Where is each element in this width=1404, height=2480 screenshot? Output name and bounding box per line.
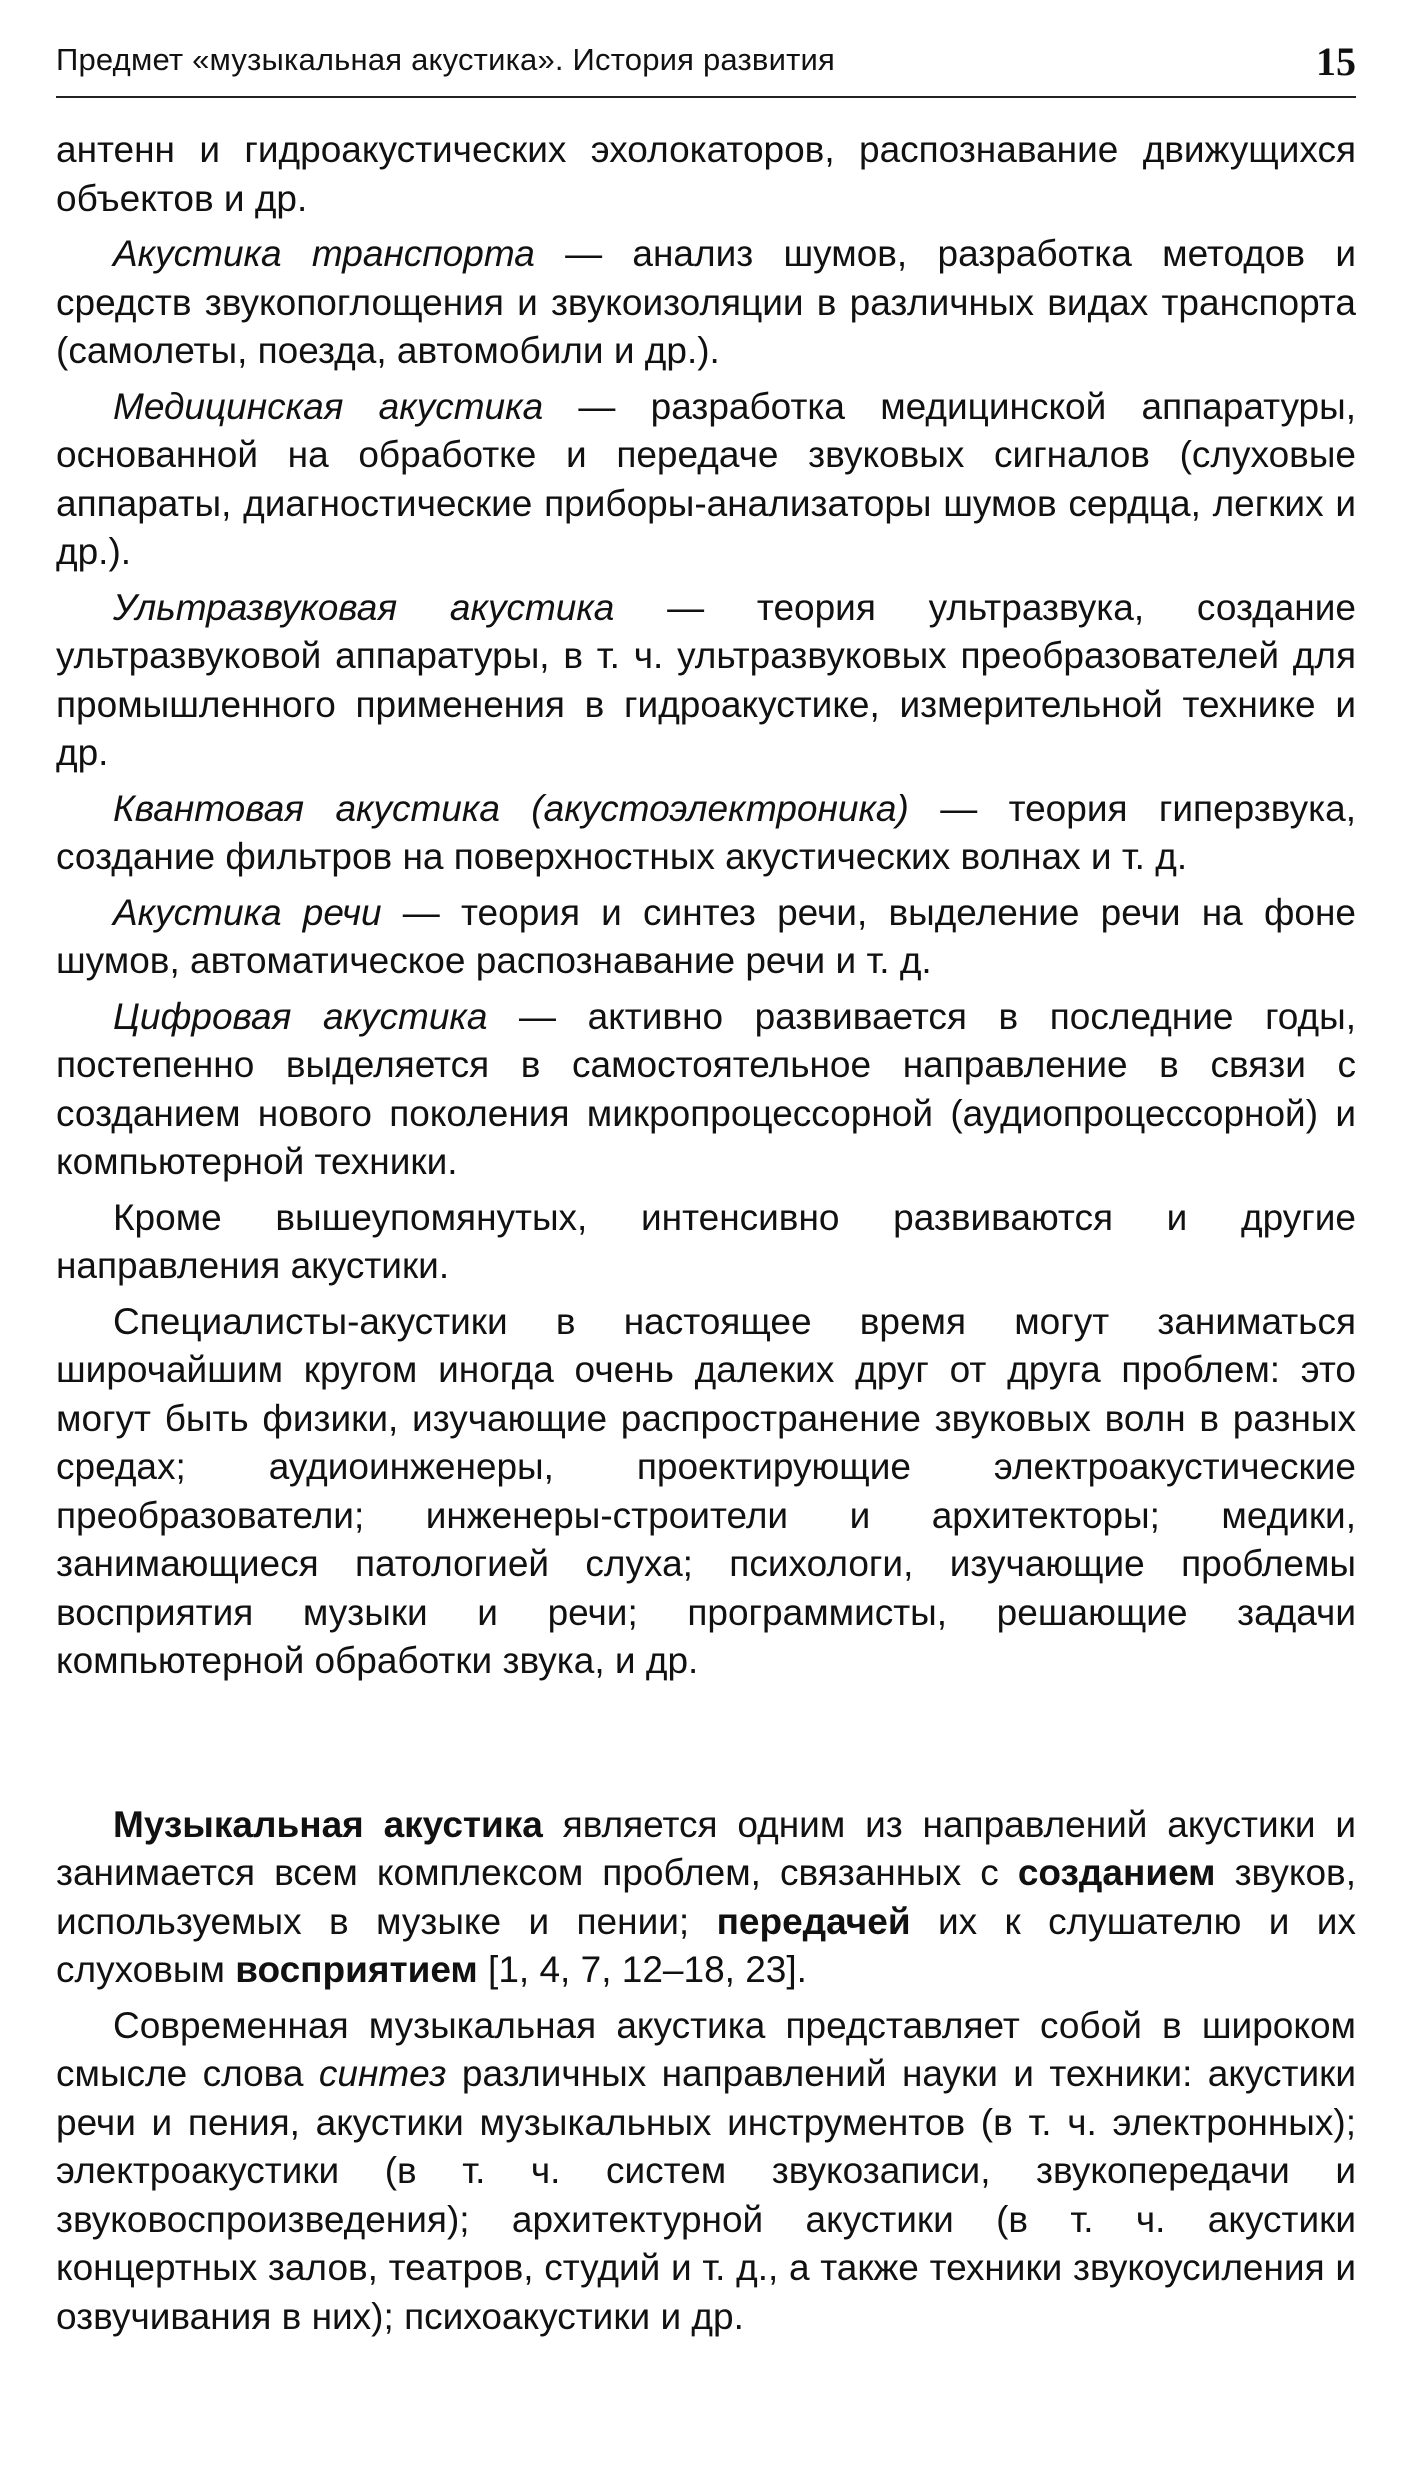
paragraph-specialists — [56, 1298, 1356, 1686]
page-number: 15 — [1316, 39, 1356, 84]
body-text — [56, 126, 1356, 2341]
term-creation: созданием — [1017, 1852, 1216, 1893]
paragraph-text: — анализ шумов, разработка методов и средств звукопоглощения и звукоизоляции в различных видах транспорта (самолеты, поезда, автомобили и др.). — [56, 233, 1357, 371]
paragraph-digital-acoustics — [56, 993, 1356, 1187]
term-transmission: передачей — [716, 1900, 911, 1942]
paragraph-text: Современная музыкальная акустика представляет собой в широком смысле слова — [56, 2004, 1356, 2094]
paragraph-speech-acoustics — [56, 889, 1356, 986]
paragraph-quantum-acoustics — [56, 785, 1356, 882]
term-musical-acoustics: Музыкальная акустика — [113, 1803, 543, 1845]
term-medical-acoustics: Медицинская акустика — [113, 385, 544, 427]
paragraph-text: звуков, используемых в музыке и пении; — [56, 1852, 1356, 1942]
term-ultrasonic-acoustics: Ультразвуковая акустика — [113, 586, 615, 628]
term-transport-acoustics: Акустика транспорта — [113, 233, 535, 274]
paragraph-text: — теория ультразвука, создание ультразвуковой аппаратуры, в т. ч. ультразвуковых преобразователей для промышленного применения в гидроакустике, измерительной технике и др. — [56, 586, 1356, 773]
paragraph-transport-acoustics — [56, 230, 1356, 376]
paragraph-modern-musical-acoustics — [56, 2002, 1356, 2342]
paragraph-text: — активно развивается в последние годы, постепенно выделяется в самостоятельное направление в связи с созданием нового поколения микропроцессорной (аудиопроцессорной) и компьютерной техники. — [56, 995, 1356, 1182]
paragraph-ultrasonic-acoustics — [56, 584, 1356, 778]
paragraph-musical-acoustics-definition — [56, 1801, 1356, 1995]
paragraph-text: различных направлений науки и техники: акустики речи и пения, акустики музыкальных инструментов (в т. ч. электронных); электроакустики (в т. ч. систем звукозаписи, звукопередачи и звуковоспроизведения); архитектурной акустики (в т. ч. акустики концертных залов, театров, студий и т. д., а также техники звукоусиления и озвучивания в них); психоакустики и др. — [56, 2053, 1356, 2337]
paragraph-text: антенн и гидроакустических эхолокаторов, распознавание движущихся объектов и др. — [56, 129, 1356, 219]
term-digital-acoustics: Цифровая акустика — [113, 995, 488, 1037]
paragraph-medical-acoustics — [56, 383, 1356, 577]
term-synthesis: синтез — [318, 2053, 447, 2094]
paragraph-text: их к слушателю и их слуховым — [56, 1900, 1356, 1990]
term-quantum-acoustics: Квантовая акустика (акустоэлектроника) — [113, 787, 909, 829]
paragraph-text: [1, 4, 7, 12–18, 23]. — [477, 1949, 807, 1990]
paragraph-text: Кроме вышеупомянутых, интенсивно развиваются и другие направления акустики. — [56, 1196, 1356, 1286]
running-title: Предмет «музыкальная акустика». История развития — [56, 42, 836, 77]
paragraph-text: Специалисты-акустики в настоящее время могут заниматься широчайшим кругом иногда очень далеких друг от друга проблем: это могут быть физики, изучающие распространение звуковых волн в разных средах; аудиоинженеры, проектирующие электроакустические преобразователи; инженеры-строители и архитекторы; медики, занимающиеся патологией слуха; психологи, изучающие проблемы восприятия музыки и речи; программисты, решающие задачи компьютерной обработки звука, и др. — [56, 1300, 1356, 1681]
running-head — [56, 38, 1356, 98]
paragraph-text: является одним из направлений акустики и занимается всем комплексом проблем, связанных с — [56, 1803, 1356, 1893]
term-speech-acoustics: Акустика речи — [113, 891, 382, 933]
term-perception: восприятием — [235, 1949, 478, 1990]
paragraph-continuation — [56, 126, 1356, 223]
paragraph-other-directions — [56, 1194, 1356, 1291]
paragraph-text: — теория и синтез речи, выделение речи на фоне шумов, автоматическое распознавание речи и т. д. — [56, 891, 1356, 981]
book-page — [56, 38, 1356, 2348]
paragraph-text: — теория гиперзвука, создание фильтров на поверхностных акустических волнах и т. д. — [56, 787, 1357, 877]
paragraph-text: — разработка медицинской аппаратуры, основанной на обработке и передаче звуковых сигналов (слуховые аппараты, диагностические приборы-анализаторы шумов сердца, легких и др.). — [56, 385, 1356, 572]
section-gap — [56, 1693, 1356, 1801]
